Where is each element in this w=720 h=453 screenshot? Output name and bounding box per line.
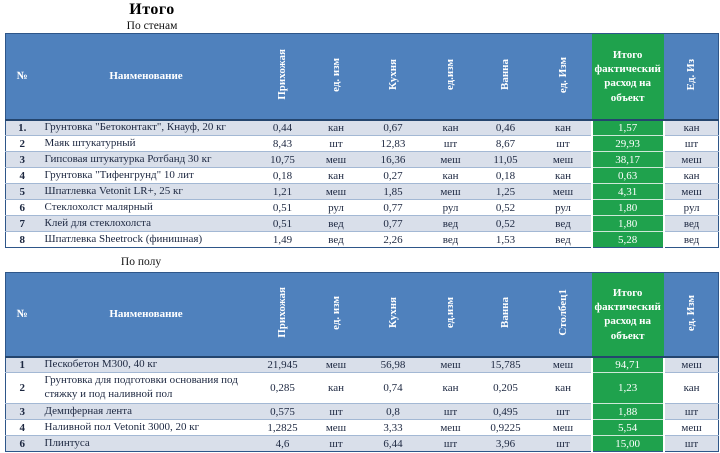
cell: кан (664, 120, 719, 136)
column-header-0: № (6, 34, 39, 120)
cell: 0,18 (476, 168, 536, 184)
cell: рул (536, 200, 592, 216)
cell: меш (664, 357, 719, 373)
column-header-7 (536, 273, 592, 357)
cell: Грунтовка "Бетоконтакт", Кнауф, 20 кг (39, 120, 254, 136)
column-header-6 (476, 273, 536, 357)
cell: вед (312, 232, 361, 248)
cell: 6,44 (361, 436, 426, 452)
cell: кан (664, 373, 719, 404)
cell: 1. (6, 120, 39, 136)
cell: Стеклохолст малярный (39, 200, 254, 216)
cell: Гипсовая штукатурка Ротбанд 30 кг (39, 152, 254, 168)
column-header-3 (312, 273, 361, 357)
cell: 8,43 (254, 136, 312, 152)
cell: 3,33 (361, 420, 426, 436)
table-row (6, 232, 719, 248)
cell: шт (312, 436, 361, 452)
cell: шт (312, 136, 361, 152)
cell: шт (426, 404, 476, 420)
cell: шт (664, 404, 719, 420)
cell: кан (664, 168, 719, 184)
cell: вед (536, 232, 592, 248)
table-row (6, 436, 719, 452)
cell: Клей для стеклохолста (39, 216, 254, 232)
cell: кан (312, 373, 361, 404)
header-row (6, 34, 719, 120)
rotated-header-label: ед. Изм (684, 294, 697, 331)
cell: 1,21 (254, 184, 312, 200)
table-row (6, 404, 719, 420)
walls-table-caption: По стенам (126, 20, 178, 32)
table-row (6, 120, 719, 136)
cell: 1,25 (476, 184, 536, 200)
cell: кан (426, 373, 476, 404)
cell: меш (664, 184, 719, 200)
cell: вед (664, 216, 719, 232)
cell: 10,75 (254, 152, 312, 168)
cell: 12,83 (361, 136, 426, 152)
rotated-header-label: ед. Изм (557, 56, 569, 93)
cell: 0,575 (254, 404, 312, 420)
cell: кан (536, 168, 592, 184)
cell: 7 (6, 216, 39, 232)
rotated-header-label: Кухня (386, 59, 399, 91)
cell: Грунтовка "Тифенгрунд" 10 лит (39, 168, 254, 184)
cell: 2,26 (361, 232, 426, 248)
total-cell: 5,54 (592, 420, 664, 436)
rotated-header-label: Прихожая (276, 287, 288, 339)
cell: меш (426, 152, 476, 168)
cell: кан (536, 373, 592, 404)
column-header-5 (426, 273, 476, 357)
total-cell: 29,93 (592, 136, 664, 152)
cell: 21,945 (254, 357, 312, 373)
cell: 1,49 (254, 232, 312, 248)
column-header-3 (312, 34, 361, 120)
total-cell: 1,57 (592, 120, 664, 136)
total-cell: 1,23 (592, 373, 664, 404)
column-header-9 (664, 273, 719, 357)
cell: 0,51 (254, 216, 312, 232)
cell: шт (664, 136, 719, 152)
cell: 0,77 (361, 200, 426, 216)
column-header-6 (476, 34, 536, 120)
cell: 4 (6, 168, 39, 184)
page-title: Итого (129, 1, 175, 18)
column-header-2 (254, 34, 312, 120)
cell: кан (536, 120, 592, 136)
column-header-4 (361, 34, 426, 120)
cell: рул (426, 200, 476, 216)
table-row (6, 373, 719, 404)
rotated-header-label: Кухня (386, 297, 399, 329)
column-header-7 (536, 34, 592, 120)
cell: Демпферная лента (39, 404, 254, 420)
cell: меш (312, 420, 361, 436)
cell: 0,285 (254, 373, 312, 404)
table-row (6, 152, 719, 168)
total-cell: 15,00 (592, 436, 664, 452)
cell: вед (664, 232, 719, 248)
cell: вед (536, 216, 592, 232)
cell: 0,8 (361, 404, 426, 420)
cell: 8 (6, 232, 39, 248)
rotated-header-label: Прихожая (276, 49, 288, 101)
cell: меш (536, 357, 592, 373)
cell: кан (312, 168, 361, 184)
cell: 1 (6, 357, 39, 373)
cell: шт (536, 436, 592, 452)
cell: меш (536, 420, 592, 436)
cell: 3 (6, 152, 39, 168)
cell: 6 (6, 436, 39, 452)
cell: шт (536, 136, 592, 152)
walls-table-container (5, 33, 719, 248)
rotated-header-label: ед. изм (329, 295, 342, 330)
cell: 56,98 (361, 357, 426, 373)
cell: меш (664, 420, 719, 436)
column-header-1: Наименование (39, 34, 254, 120)
cell: 0,67 (361, 120, 426, 136)
cell: 2 (6, 136, 39, 152)
cell: Наливной пол Vetonit 3000, 20 кг (39, 420, 254, 436)
rotated-header-label: ед.изм (444, 297, 456, 329)
cell: 0,27 (361, 168, 426, 184)
cell: 0,495 (476, 404, 536, 420)
cell: 3,96 (476, 436, 536, 452)
walls-table (5, 33, 719, 248)
floor-table-container (5, 272, 719, 452)
total-cell: 4,31 (592, 184, 664, 200)
cell: Плинтуса (39, 436, 254, 452)
column-header-8: Итого фактический расход на объект (592, 273, 664, 357)
cell: 1,53 (476, 232, 536, 248)
cell: вед (426, 216, 476, 232)
cell: 5 (6, 184, 39, 200)
cell: рул (664, 200, 719, 216)
floor-table-caption: По полу (120, 256, 162, 268)
cell: шт (664, 436, 719, 452)
cell: кан (426, 168, 476, 184)
column-header-2 (254, 273, 312, 357)
column-header-9 (664, 34, 719, 120)
cell: вед (426, 232, 476, 248)
table-row (6, 200, 719, 216)
cell: Маяк штукатурный (39, 136, 254, 152)
cell: 0,52 (476, 216, 536, 232)
column-header-8: Итого фактический расход на объект (592, 34, 664, 120)
cell: меш (312, 357, 361, 373)
cell: шт (426, 136, 476, 152)
rotated-header-label: ед. изм (329, 57, 342, 92)
cell: меш (536, 184, 592, 200)
total-cell: 1,80 (592, 200, 664, 216)
cell: 0,52 (476, 200, 536, 216)
cell: шт (536, 404, 592, 420)
cell: 4 (6, 420, 39, 436)
total-cell: 38,17 (592, 152, 664, 168)
cell: Пескобетон М300, 40 кг (39, 357, 254, 373)
column-header-4 (361, 273, 426, 357)
table-row (6, 357, 719, 373)
cell: меш (664, 152, 719, 168)
rotated-header-label: ед.изм (444, 59, 456, 91)
cell: 0,44 (254, 120, 312, 136)
rotated-header-label: Ед. Из (684, 59, 697, 91)
cell: 4,6 (254, 436, 312, 452)
total-cell: 1,80 (592, 216, 664, 232)
table-row (6, 216, 719, 232)
total-cell: 5,28 (592, 232, 664, 248)
column-header-1: Наименование (39, 273, 254, 357)
table-row (6, 168, 719, 184)
cell: 8,67 (476, 136, 536, 152)
cell: 0,77 (361, 216, 426, 232)
cell: меш (312, 152, 361, 168)
cell: меш (426, 357, 476, 373)
cell: кан (312, 120, 361, 136)
cell: 0,18 (254, 168, 312, 184)
cell: 1,2825 (254, 420, 312, 436)
cell: 6 (6, 200, 39, 216)
table-row (6, 420, 719, 436)
column-header-0: № (6, 273, 39, 357)
rotated-header-label: Ванна (499, 297, 511, 329)
rotated-header-label: Столбец1 (557, 289, 569, 337)
table-row (6, 184, 719, 200)
cell: рул (312, 200, 361, 216)
cell: меш (312, 184, 361, 200)
cell: Шпатлевка Sheetrock (финишная) (39, 232, 254, 248)
cell: Шпатлевка Vetonit LR+, 25 кг (39, 184, 254, 200)
cell: Грунтовка для подготовки основания под стяжку и под наливной пол (39, 373, 254, 404)
cell: 11,05 (476, 152, 536, 168)
cell: 2 (6, 373, 39, 404)
total-cell: 0,63 (592, 168, 664, 184)
floor-table (5, 272, 719, 452)
cell: кан (426, 120, 476, 136)
cell: 0,51 (254, 200, 312, 216)
cell: меш (426, 184, 476, 200)
rotated-header-label: Ванна (499, 59, 511, 91)
column-header-5 (426, 34, 476, 120)
table-row (6, 136, 719, 152)
cell: 0,205 (476, 373, 536, 404)
cell: 0,9225 (476, 420, 536, 436)
cell: шт (312, 404, 361, 420)
cell: 3 (6, 404, 39, 420)
total-cell: 94,71 (592, 357, 664, 373)
cell: 15,785 (476, 357, 536, 373)
cell: 0,74 (361, 373, 426, 404)
cell: 0,46 (476, 120, 536, 136)
cell: 1,85 (361, 184, 426, 200)
total-cell: 1,88 (592, 404, 664, 420)
cell: меш (536, 152, 592, 168)
cell: 16,36 (361, 152, 426, 168)
cell: вед (312, 216, 361, 232)
cell: шт (426, 436, 476, 452)
header-row (6, 273, 719, 357)
cell: меш (426, 420, 476, 436)
